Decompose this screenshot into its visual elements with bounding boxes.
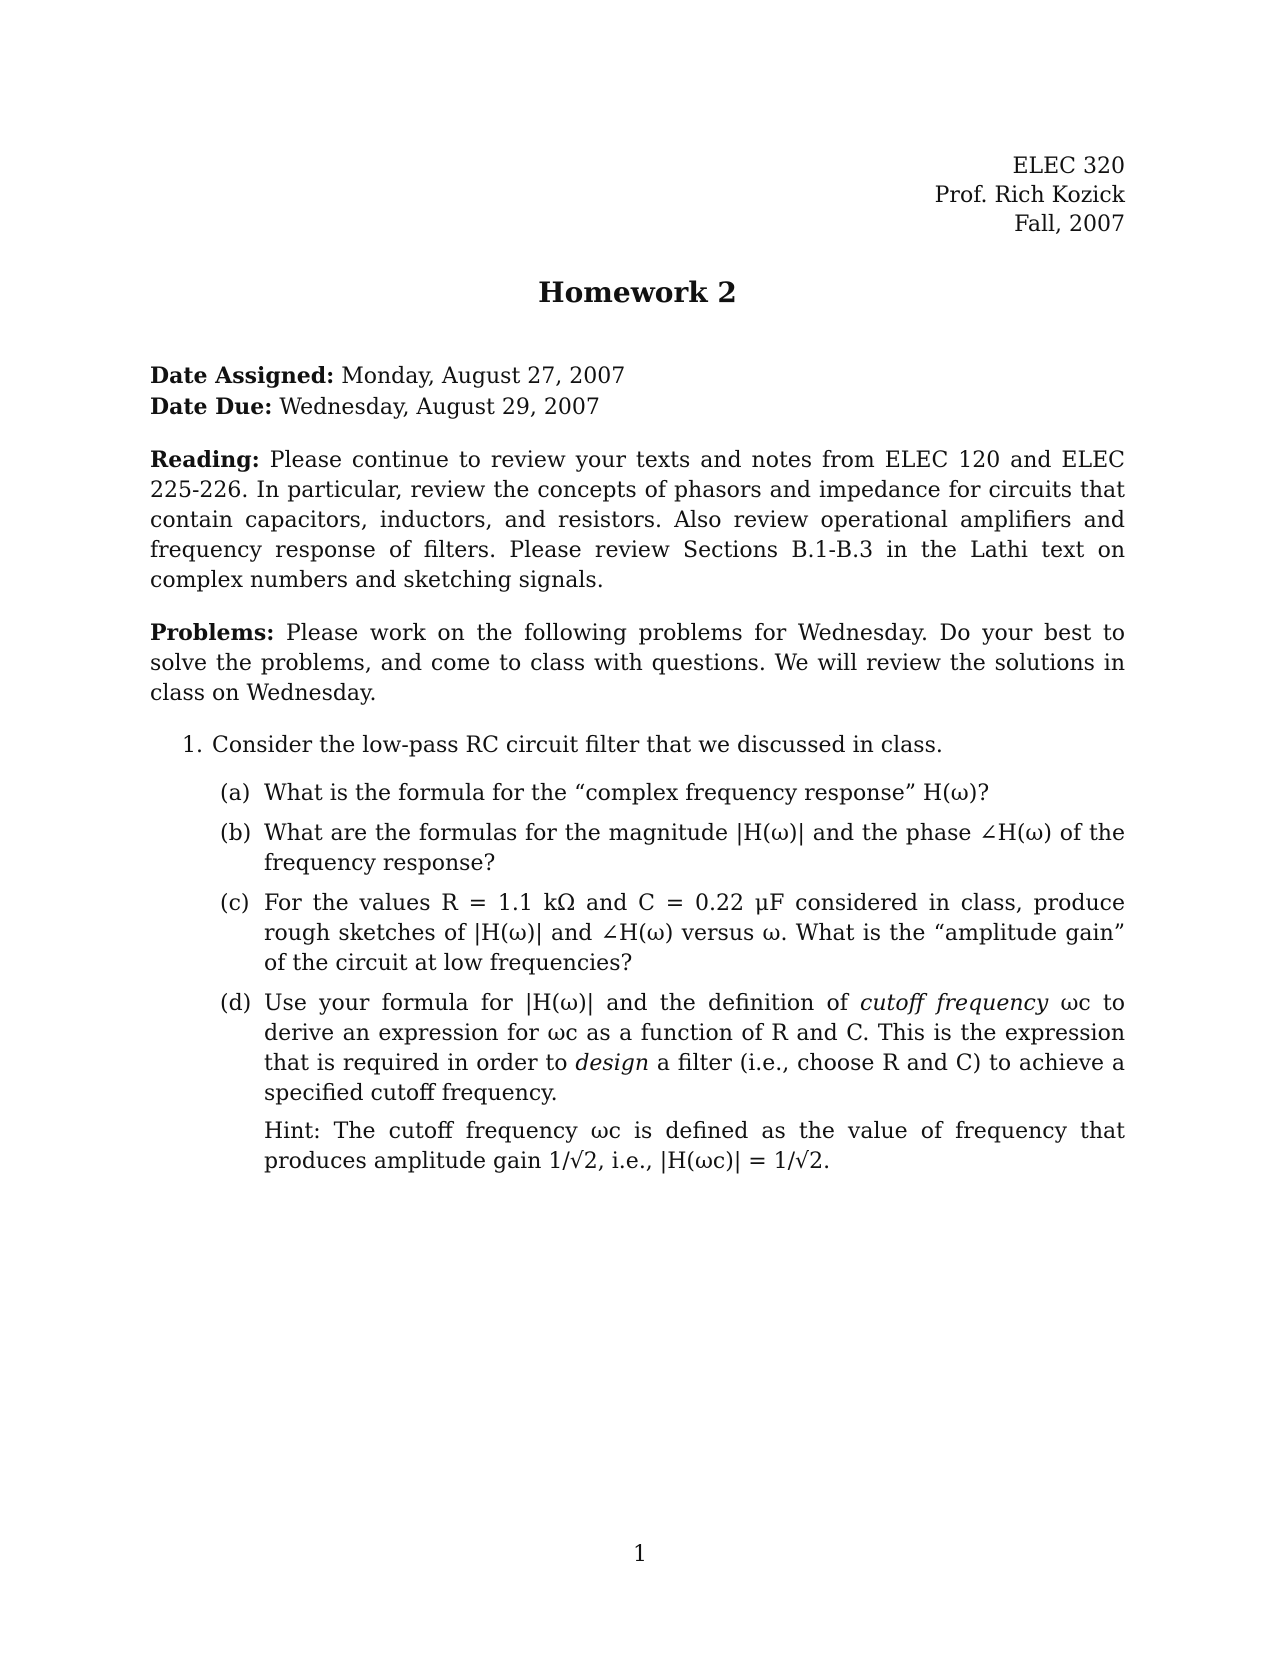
date-due-label: Date Due:: [150, 394, 273, 420]
date-assigned: [150, 361, 1125, 392]
course-header: [150, 152, 1125, 239]
subpart-d-emph-cutoff: cutoff frequency: [860, 991, 1049, 1016]
subpart-d-text: [264, 989, 1125, 1109]
page-title: Homework 2: [538, 276, 737, 309]
date-due-value: Wednesday, August 29, 2007: [279, 395, 600, 420]
subpart-tag: (b): [220, 821, 252, 846]
page-number: 1: [633, 1542, 647, 1567]
document-page: [150, 152, 1125, 1187]
reading-text: Please continue to review your texts and notes from ELEC 120 and ELEC 225-226. In particular, review the concepts of phasors and impedance for circuits that contain capacitors, inductors, and resistors. Also review operational amplifiers and frequency response of filters. Please review Sections B.1-B.3 in the Lathi text on complex numbers and sketching signals.: [150, 448, 1125, 593]
subpart-a: [220, 779, 1125, 809]
instructor-name: Prof. Rich Kozick: [934, 183, 1125, 208]
subpart-d-emph-design: design: [575, 1051, 650, 1076]
problem-text: Consider the low-pass RC circuit filter that we discussed in class.: [212, 733, 943, 758]
subparts-list: [150, 779, 1125, 1177]
subpart-b: [220, 819, 1125, 879]
subpart-text: For the values R = 1.1 kΩ and C = 0.22 μF considered in class, produce rough sketches of |H(ω)| and ∠H(ω) versus ω. What is the “amplitude gain” of the circuit at low frequencies?: [264, 891, 1125, 976]
dates-block: [150, 361, 1125, 423]
date-assigned-label: Date Assigned:: [150, 363, 335, 389]
course-code: ELEC 320: [1012, 154, 1125, 179]
hint-text: Hint: The cutoff frequency ωc is defined as the value of frequency that produces amplitude gain 1/√2, i.e., |H(ωc)| = 1/√2.: [264, 1119, 1125, 1174]
problem-1: [182, 731, 1125, 761]
subpart-tag: (c): [220, 891, 250, 916]
date-due: [150, 392, 1125, 423]
reading-paragraph: [150, 445, 1125, 596]
subpart-tag: (d): [220, 991, 252, 1016]
subpart-d-text-3: a filter (i.e., choose R and C) to achieve a specified cutoff frequency.: [264, 1051, 1125, 1106]
subpart-d-text-1: Use your formula for |H(ω)| and the definition of: [264, 991, 861, 1016]
date-assigned-value: Monday, August 27, 2007: [341, 364, 626, 389]
subpart-body: [264, 989, 1125, 1177]
subpart-text: What are the formulas for the magnitude |H(ω)| and the phase ∠H(ω) of the frequency response?: [264, 821, 1125, 876]
subpart-tag: (a): [220, 781, 251, 806]
subpart-d-text-2: ωc to derive an expression for ωc as a function of R and C. This is the expression that is required in order to: [264, 991, 1125, 1076]
problem-number: 1.: [182, 733, 203, 758]
problems-text: Please work on the following problems for Wednesday. Do your best to solve the problems, and come to class with questions. We will review the solutions in class on Wednesday.: [150, 621, 1125, 706]
subpart-c: [220, 889, 1125, 979]
problems-paragraph: [150, 618, 1125, 709]
problem-list: [150, 731, 1125, 761]
subpart-d: [220, 989, 1125, 1177]
problems-label: Problems:: [150, 620, 275, 646]
term: Fall, 2007: [1014, 212, 1125, 237]
subpart-text: What is the formula for the “complex frequency response” H(ω)?: [264, 781, 990, 806]
reading-label: Reading:: [150, 447, 260, 473]
